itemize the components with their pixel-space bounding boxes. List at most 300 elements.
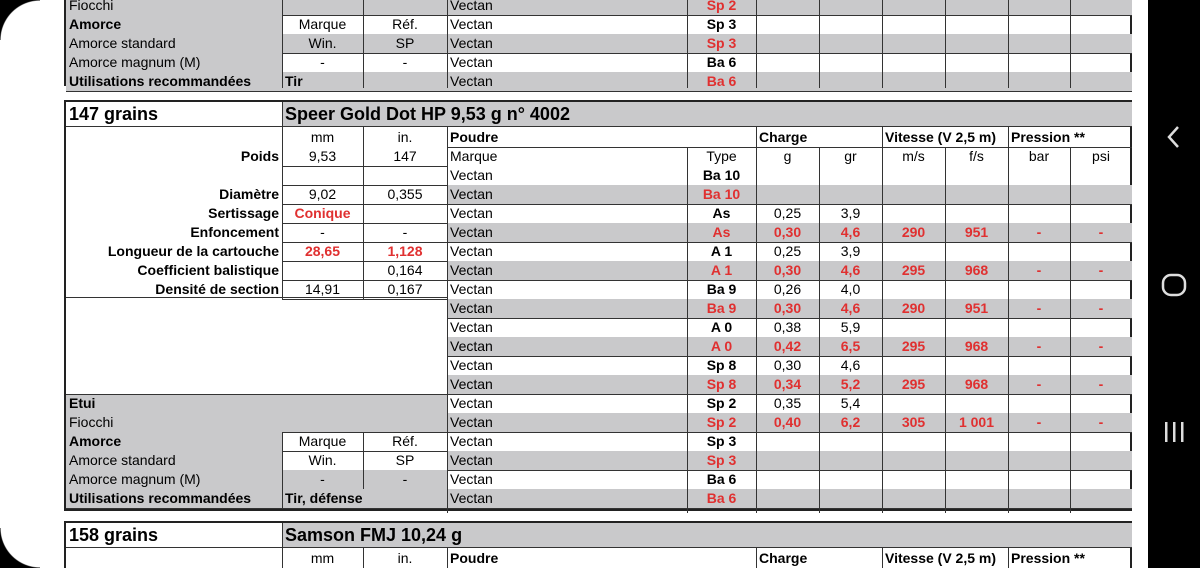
empty-cell — [819, 53, 882, 72]
spec-label: Sertissage — [208, 205, 279, 221]
home-icon[interactable] — [1148, 259, 1200, 311]
spec-in: 147 — [393, 148, 417, 164]
grid-line — [882, 547, 883, 568]
powder-brand: Vectan — [447, 0, 687, 15]
powder-brand: Vectan — [450, 205, 493, 221]
row-label: Amorce standard — [66, 34, 282, 53]
pressure-bar — [1008, 470, 1070, 489]
primer-brand: - — [320, 54, 325, 70]
powder-brand: Vectan — [450, 16, 493, 32]
spec-mm: 9,02 — [308, 186, 337, 202]
load-row — [66, 299, 1132, 318]
powder-type: Ba 6 — [706, 471, 737, 487]
primer-ref — [363, 0, 447, 15]
grid-line — [282, 0, 283, 88]
charge-gr: 4,6 — [819, 223, 882, 242]
powder-type: Sp 3 — [706, 16, 737, 32]
primer-magnum-ref: - — [363, 470, 447, 489]
velocity-fs: 951 — [945, 299, 1008, 318]
powder-type: A 1 — [710, 243, 733, 259]
spec-mm: 28,65 — [304, 243, 341, 259]
velocity-fs: 968 — [945, 261, 1008, 280]
case-brand: Fiocchi — [66, 413, 447, 432]
pressure-bar — [1008, 185, 1070, 204]
pressure-header: Pression ** — [1011, 129, 1085, 145]
spec-mm — [282, 261, 363, 280]
velocity-ms — [882, 451, 945, 470]
primer-brand: Marque — [298, 16, 347, 32]
pressure-bar: - — [1008, 299, 1070, 318]
powder-type: Ba 10 — [702, 167, 741, 183]
row-label: Amorce — [66, 15, 282, 34]
primer-ref-header: Réf. — [392, 433, 418, 449]
powder-type: A 1 — [687, 261, 756, 280]
empty-cell — [819, 15, 882, 34]
grid-line — [447, 547, 448, 568]
velocity-fs: 968 — [945, 337, 1008, 356]
pressure-bar: - — [1008, 223, 1070, 242]
pressure-psi: - — [1070, 261, 1132, 280]
charge-gr: 6,5 — [819, 337, 882, 356]
empty-cell — [882, 34, 945, 53]
velocity-ms — [882, 166, 945, 185]
grid-line — [447, 126, 448, 513]
charge-gr — [819, 470, 882, 489]
velocity-ms — [882, 470, 945, 489]
primer-standard-ref: SP — [395, 452, 415, 468]
load-row — [66, 394, 1132, 413]
empty-cell — [945, 0, 1008, 15]
back-icon[interactable] — [1148, 111, 1200, 163]
pressure-bar — [1008, 356, 1070, 375]
charge-g: 0,26 — [773, 281, 802, 297]
load-row — [66, 185, 1132, 204]
powder-brand: Vectan — [447, 451, 687, 470]
velocity-header: Vitesse (V 2,5 m) — [885, 129, 997, 145]
velocity-ms — [882, 280, 945, 299]
pressure-psi: - — [1070, 337, 1132, 356]
grid-line — [447, 508, 1132, 509]
powder-brand: Vectan — [450, 433, 493, 449]
pressure-psi — [1070, 470, 1132, 489]
powder-type: Sp 8 — [706, 357, 737, 373]
load-table-158-grains — [64, 521, 1132, 568]
velocity-fs — [945, 280, 1008, 299]
charge-gr — [819, 489, 882, 508]
pressure-bar — [1008, 489, 1070, 508]
pressure-bar: - — [1008, 261, 1070, 280]
spec-in: 0,355 — [387, 186, 423, 202]
grid-line — [756, 0, 757, 88]
charge-g: 0,34 — [756, 375, 819, 394]
block-title — [66, 523, 1132, 547]
bar-header: bar — [1028, 148, 1050, 164]
table-row — [66, 53, 1132, 72]
grid-line — [66, 394, 447, 395]
pressure-psi: - — [1070, 223, 1132, 242]
powder-type: Sp 2 — [706, 395, 737, 411]
powder-brand: Vectan — [447, 261, 687, 280]
powder-type: Ba 6 — [687, 489, 756, 508]
pressure-bar — [1008, 318, 1070, 337]
velocity-fs — [945, 489, 1008, 508]
powder-type: Sp 3 — [706, 433, 737, 449]
grid-line — [1008, 0, 1009, 88]
row-label: Fiocchi — [66, 0, 282, 15]
primer-standard-label: Amorce standard — [66, 451, 282, 470]
empty-cell — [882, 53, 945, 72]
powder-brand: Vectan — [447, 223, 687, 242]
velocity-ms — [882, 318, 945, 337]
charge-g — [756, 451, 819, 470]
pressure-bar: - — [1008, 375, 1070, 394]
velocity-ms — [882, 394, 945, 413]
pressure-psi — [1070, 394, 1132, 413]
charge-gr: 4,0 — [840, 281, 861, 297]
powder-type: As — [687, 223, 756, 242]
powder-brand: Vectan — [450, 167, 493, 183]
pressure-psi — [1070, 204, 1132, 223]
charge-gr: 6,2 — [819, 413, 882, 432]
empty-cell — [1070, 53, 1132, 72]
header-row — [66, 549, 1132, 568]
charge-gr: 3,9 — [840, 243, 861, 259]
case-label: Etui — [66, 394, 447, 413]
grid-line — [66, 547, 1132, 548]
empty-cell — [756, 34, 819, 53]
powder-type: Ba 9 — [706, 281, 737, 297]
pressure-psi: - — [1070, 299, 1132, 318]
charge-g — [756, 166, 819, 185]
spec-label: Enfoncement — [190, 224, 279, 240]
usage-value: Tir — [282, 72, 447, 91]
empty-cell — [945, 72, 1008, 91]
grid-line — [882, 126, 883, 513]
pressure-bar — [1008, 451, 1070, 470]
charge-gr: 5,4 — [840, 395, 861, 411]
empty-cell — [756, 53, 819, 72]
empty-cell — [1070, 34, 1132, 53]
empty-cell — [819, 72, 882, 91]
empty-cell — [756, 72, 819, 91]
powder-brand: Vectan — [450, 319, 493, 335]
primer-brand: Win. — [282, 34, 363, 53]
charge-g: 0,25 — [773, 243, 802, 259]
empty-cell — [945, 53, 1008, 72]
powder-type: Sp 8 — [687, 375, 756, 394]
screen-corner — [0, 528, 40, 568]
grid-line — [66, 91, 1132, 92]
empty-cell — [819, 34, 882, 53]
primer-standard-brand: Win. — [308, 452, 337, 468]
velocity-ms: 290 — [882, 299, 945, 318]
charge-g: 0,42 — [756, 337, 819, 356]
type-header: Type — [706, 148, 737, 164]
charge-g: 0,30 — [756, 261, 819, 280]
grid-line — [66, 297, 447, 298]
navigation-bar — [1148, 0, 1200, 568]
load-row — [66, 337, 1132, 356]
previous-load-table — [64, 0, 1132, 89]
charge-gr: 4,6 — [819, 261, 882, 280]
empty-cell — [1008, 72, 1070, 91]
spec-label: Diamètre — [219, 186, 279, 202]
spec-label: Densité de section — [155, 281, 279, 297]
grid-line — [687, 0, 688, 88]
powder-brand: Vectan — [450, 395, 493, 411]
velocity-fs: 968 — [945, 375, 1008, 394]
velocity-fs: 1 001 — [945, 413, 1008, 432]
powder-type: A 0 — [687, 337, 756, 356]
row-label: Utilisations recommandées — [66, 72, 282, 91]
velocity-ms — [882, 242, 945, 261]
powder-type: As — [712, 205, 731, 221]
pressure-psi — [1070, 356, 1132, 375]
pressure-header: Pression ** — [1011, 550, 1085, 566]
in-header: in. — [397, 129, 413, 145]
primer-magnum-label: Amorce magnum (M) — [66, 470, 282, 489]
grid-line — [687, 147, 688, 513]
powder-type: Ba 6 — [706, 54, 737, 70]
pressure-psi — [1070, 280, 1132, 299]
psi-header: psi — [1092, 148, 1110, 164]
powder-type: Sp 3 — [687, 34, 756, 53]
table-row — [66, 34, 1132, 53]
spec-mm: 14,91 — [304, 281, 341, 297]
row-label: Amorce magnum (M) — [66, 53, 282, 72]
powder-type: A 0 — [710, 319, 733, 335]
empty-cell — [1070, 15, 1132, 34]
pressure-bar: - — [1008, 413, 1070, 432]
empty-cell — [1008, 53, 1070, 72]
pressure-bar — [1008, 242, 1070, 261]
primer-brand — [282, 0, 363, 15]
empty-cell — [882, 0, 945, 15]
block-title — [66, 102, 1132, 126]
load-table-147-grains — [64, 100, 1132, 511]
charge-gr: 4,6 — [840, 357, 861, 373]
pressure-psi — [1070, 451, 1132, 470]
charge-g — [756, 489, 819, 508]
grains-label: 158 grains — [69, 525, 159, 545]
empty-cell — [1008, 34, 1070, 53]
empty-cell — [819, 0, 882, 15]
load-row — [66, 223, 1132, 242]
spec-in: 0,167 — [387, 281, 423, 297]
load-row — [66, 318, 1132, 337]
charge-g: 0,25 — [773, 205, 802, 221]
primer-ref: - — [402, 54, 408, 70]
pressure-psi — [1070, 166, 1132, 185]
empty-cell — [882, 72, 945, 91]
grid-line — [1008, 547, 1009, 568]
ms-header: m/s — [902, 148, 925, 164]
charge-header: Charge — [759, 129, 808, 145]
charge-gr: 4,6 — [819, 299, 882, 318]
grid-line — [363, 547, 364, 568]
grid-line — [282, 102, 283, 126]
primer-ref: Réf. — [392, 16, 418, 32]
charge-g: 0,30 — [756, 223, 819, 242]
velocity-fs — [945, 356, 1008, 375]
pressure-psi: - — [1070, 375, 1132, 394]
bullet-name: Samson FMJ 10,24 g — [282, 523, 1132, 547]
powder-brand: Vectan — [447, 34, 687, 53]
pressure-bar — [1008, 394, 1070, 413]
charge-g: 0,30 — [773, 357, 802, 373]
grid-line — [282, 547, 283, 568]
powder-brand: Vectan — [450, 471, 493, 487]
powder-brand: Vectan — [447, 72, 687, 91]
recents-icon[interactable] — [1148, 406, 1200, 458]
velocity-fs — [945, 451, 1008, 470]
velocity-fs — [945, 394, 1008, 413]
charge-g: 0,38 — [773, 319, 802, 335]
pressure-bar — [1008, 204, 1070, 223]
load-row — [66, 413, 1132, 432]
load-row — [66, 451, 1132, 470]
charge-gr: 5,2 — [819, 375, 882, 394]
table-row — [66, 15, 1132, 34]
in-header: in. — [397, 550, 413, 566]
brand-header: Marque — [450, 148, 498, 164]
powder-brand: Vectan — [447, 337, 687, 356]
load-row — [66, 470, 1132, 489]
pressure-bar: - — [1008, 337, 1070, 356]
pressure-psi — [1070, 489, 1132, 508]
velocity-fs — [945, 470, 1008, 489]
load-row — [66, 489, 1132, 508]
velocity-fs — [945, 432, 1008, 451]
empty-cell — [1008, 0, 1070, 15]
mm-header: mm — [310, 129, 335, 145]
primer-label: Amorce — [66, 432, 282, 451]
bullet-name: Speer Gold Dot HP 9,53 g n° 4002 — [282, 102, 1132, 126]
charge-g — [756, 185, 819, 204]
powder-type: Sp 2 — [687, 413, 756, 432]
load-row — [66, 166, 1132, 185]
spec-in — [363, 204, 447, 223]
charge-gr — [819, 432, 882, 451]
charge-gr: 5,9 — [840, 319, 861, 335]
velocity-fs — [945, 166, 1008, 185]
table-row — [66, 72, 1132, 91]
charge-g — [756, 432, 819, 451]
velocity-ms — [882, 204, 945, 223]
empty-cell — [756, 0, 819, 15]
charge-g: 0,35 — [773, 395, 802, 411]
load-row — [66, 432, 1132, 451]
powder-header: Poudre — [450, 550, 499, 566]
pressure-bar — [1008, 166, 1070, 185]
powder-type: Ba 10 — [687, 185, 756, 204]
velocity-ms — [882, 185, 945, 204]
grid-line — [66, 126, 1132, 127]
spec-mm: - — [320, 224, 325, 240]
spec-label: Coefficient balistique — [137, 262, 279, 278]
pressure-psi: - — [1070, 413, 1132, 432]
grid-line — [363, 126, 364, 299]
pressure-bar — [1008, 280, 1070, 299]
velocity-header: Vitesse (V 2,5 m) — [885, 550, 997, 566]
velocity-fs — [945, 204, 1008, 223]
spec-label: Longueur de la cartouche — [107, 243, 279, 259]
velocity-ms: 305 — [882, 413, 945, 432]
gr-header: gr — [844, 148, 857, 164]
powder-brand: Vectan — [447, 299, 687, 318]
pressure-psi — [1070, 185, 1132, 204]
load-row — [66, 204, 1132, 223]
grid-line — [1008, 126, 1009, 513]
pressure-bar — [1008, 432, 1070, 451]
load-row — [66, 261, 1132, 280]
velocity-ms: 290 — [882, 223, 945, 242]
primer-brand-header: Marque — [298, 433, 347, 449]
usage-label: Utilisations recommandées — [66, 489, 282, 508]
pressure-psi — [1070, 242, 1132, 261]
spec-in: 0,164 — [387, 262, 423, 278]
table-row — [66, 0, 1132, 15]
spec-in: - — [402, 224, 408, 240]
charge-g: 0,30 — [756, 299, 819, 318]
powder-header: Poudre — [450, 129, 499, 145]
empty-cell — [945, 15, 1008, 34]
grid-line — [363, 432, 364, 489]
grid-line — [363, 0, 364, 88]
charge-gr — [819, 451, 882, 470]
g-header: g — [783, 148, 792, 164]
charge-header: Charge — [759, 550, 808, 566]
grid-line — [756, 126, 757, 513]
mm-header: mm — [310, 550, 335, 566]
grid-line — [945, 0, 946, 88]
charge-gr — [819, 166, 882, 185]
fs-header: f/s — [969, 148, 984, 164]
grid-line — [756, 547, 757, 568]
grid-line — [447, 0, 448, 88]
spec-label: Poids — [240, 148, 279, 164]
charge-g — [756, 470, 819, 489]
spec-in: 1,128 — [387, 243, 423, 259]
velocity-ms — [882, 489, 945, 508]
usage-value: Tir, défense — [282, 489, 447, 508]
load-row — [66, 356, 1132, 375]
empty-cell — [1008, 15, 1070, 34]
velocity-ms — [882, 356, 945, 375]
grid-line — [447, 147, 1132, 148]
velocity-fs — [945, 318, 1008, 337]
charge-g: 0,40 — [756, 413, 819, 432]
velocity-ms — [882, 432, 945, 451]
grains-label: 147 grains — [69, 104, 159, 124]
empty-cell — [1070, 72, 1132, 91]
powder-type: Sp 3 — [687, 451, 756, 470]
powder-brand: Vectan — [450, 243, 493, 259]
powder-brand: Vectan — [447, 185, 687, 204]
empty-cell — [882, 15, 945, 34]
grid-line — [1070, 147, 1071, 513]
grid-line — [945, 147, 946, 513]
powder-type: Ba 6 — [687, 72, 756, 91]
grid-line — [282, 126, 283, 299]
load-row — [66, 242, 1132, 261]
primer-ref: SP — [363, 34, 447, 53]
grid-line — [282, 523, 283, 547]
primer-magnum-brand: - — [282, 470, 363, 489]
powder-brand: Vectan — [450, 357, 493, 373]
velocity-ms: 295 — [882, 337, 945, 356]
grid-line — [1070, 0, 1071, 88]
